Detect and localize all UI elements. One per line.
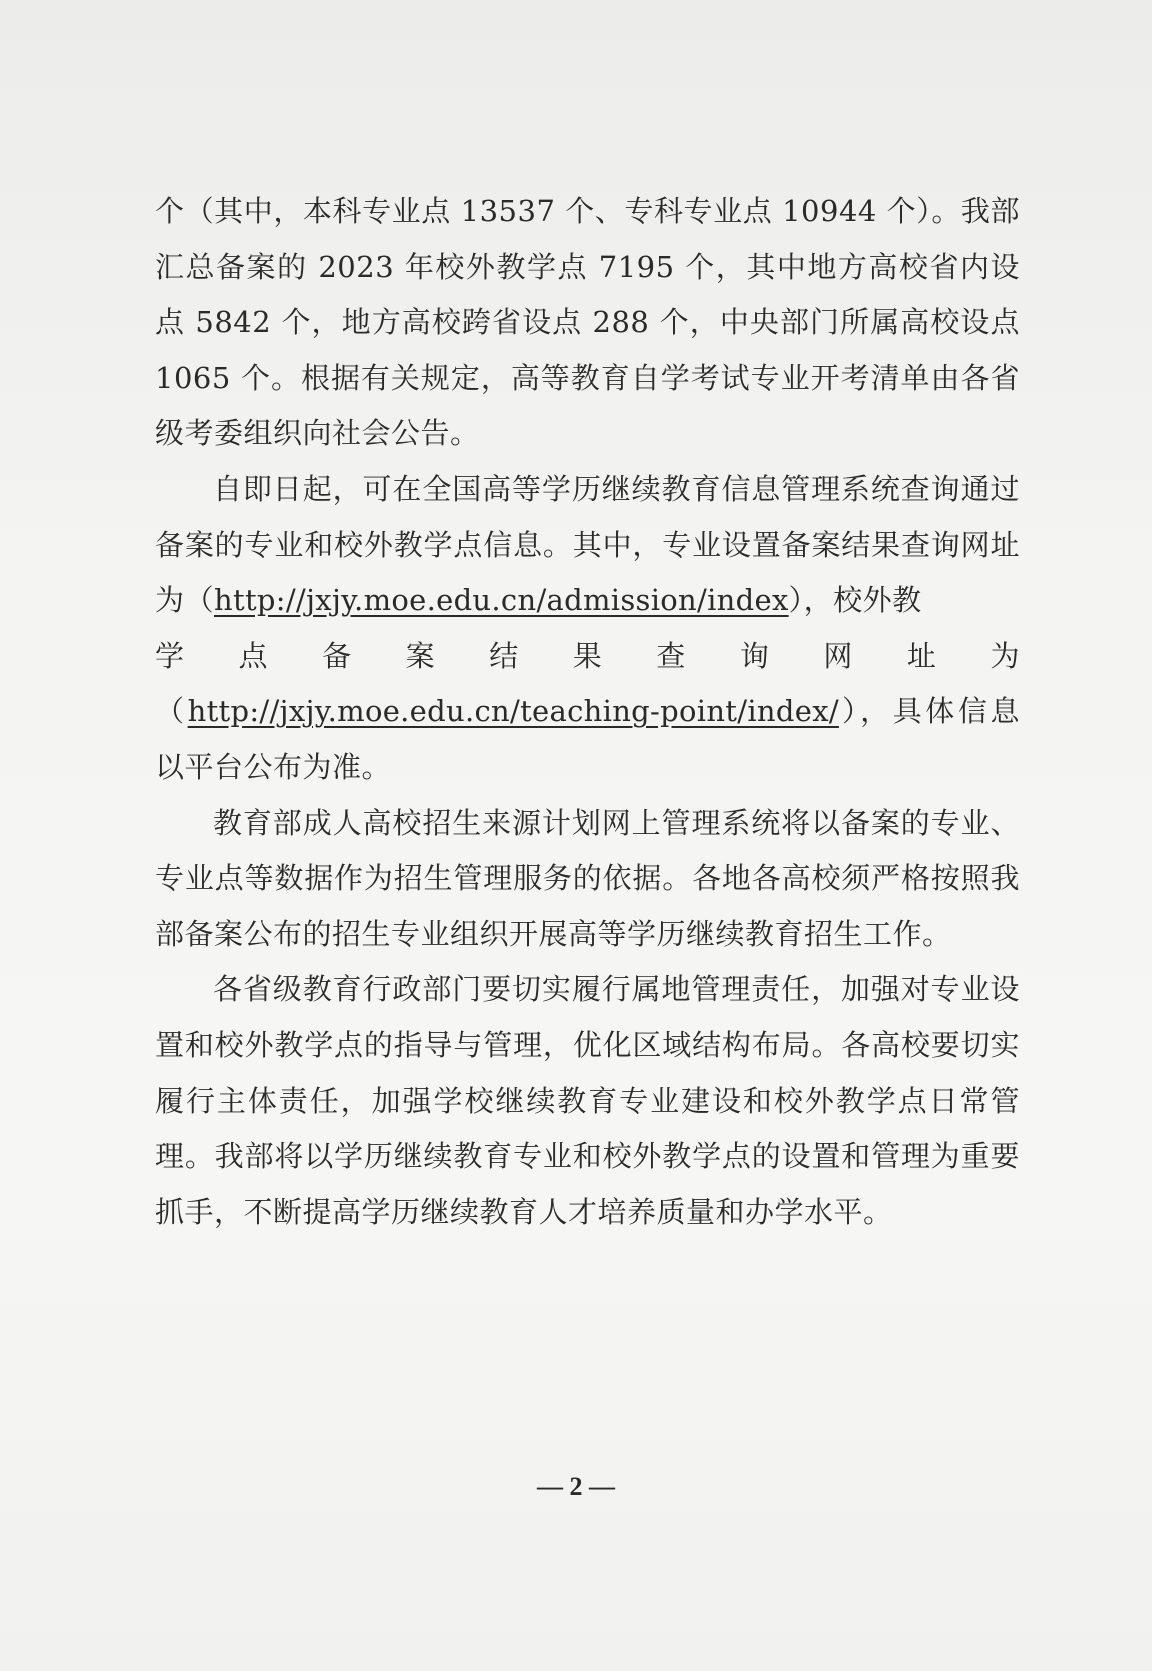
spread-char: 网 (823, 638, 853, 673)
paragraph-3: 教育部成人高校招生来源计划网上管理系统将以备案的专业、专业点等数据作为招生管理服务的依据。各地各高校须严格按照我部备案公布的招生专业组织开展高等学历继续教育招生工作。 (155, 805, 1020, 951)
paragraph-2-intro: 自即日起，可在全国高等学历继续教育信息管理系统查询通过备案的专业和校外教学点信息。其中，专业设置备案结果查询网址为（ (155, 471, 1020, 618)
spread-char: 果 (572, 638, 603, 673)
spread-char: 询 (739, 638, 770, 673)
paragraph-1: 个（其中，本科专业点 13537 个、专科专业点 10944 个）。我部汇总备案的 2023 年校外教学点 7195 个，其中地方高校省内设点 5842 个，地方高校跨省设点 288 个，中央部门所属高校设点 1065 个。根据有关规定，高等教育自学考试专业开考清单由各省级考委组织向社会公告。 (155, 194, 1020, 451)
spread-char: 为 (990, 638, 1020, 673)
page-edge (1152, 0, 1170, 1671)
paragraph-2-open: （ (155, 694, 188, 729)
paragraph-2-mid: ），校外教 (788, 583, 922, 618)
spread-char: 点 (238, 638, 269, 673)
document-body (155, 184, 1020, 1240)
spread-char: 案 (405, 638, 436, 673)
paragraph-2 (155, 462, 1020, 629)
paragraph-2-end: ），具体信息以平台公布为准。 (155, 694, 1020, 784)
spread-char: 查 (656, 638, 686, 673)
spread-char: 结 (489, 638, 519, 673)
spread-char: 学 (155, 638, 185, 673)
page-number: — 2 — (537, 1472, 615, 1501)
spread-line (155, 629, 1020, 685)
paragraph-2-tail (155, 684, 1020, 795)
spread-char: 址 (906, 638, 937, 673)
teaching-point-url-link[interactable]: http://jxjy.moe.edu.cn/teaching-point/index/ (187, 694, 839, 729)
spread-char: 备 (322, 638, 352, 673)
paragraph-4: 各省级教育行政部门要切实履行属地管理责任，加强对专业设置和校外教学点的指导与管理，优化区域结构布局。各高校要切实履行主体责任，加强学校继续教育专业建设和校外教学点日常管理。我部将以学历继续教育专业和校外教学点的设置和管理为重要抓手，不断提高学历继续教育人才培养质量和办学水平。 (155, 972, 1020, 1229)
admission-url-link[interactable]: http://jxjy.moe.edu.cn/admission/index (214, 583, 789, 618)
